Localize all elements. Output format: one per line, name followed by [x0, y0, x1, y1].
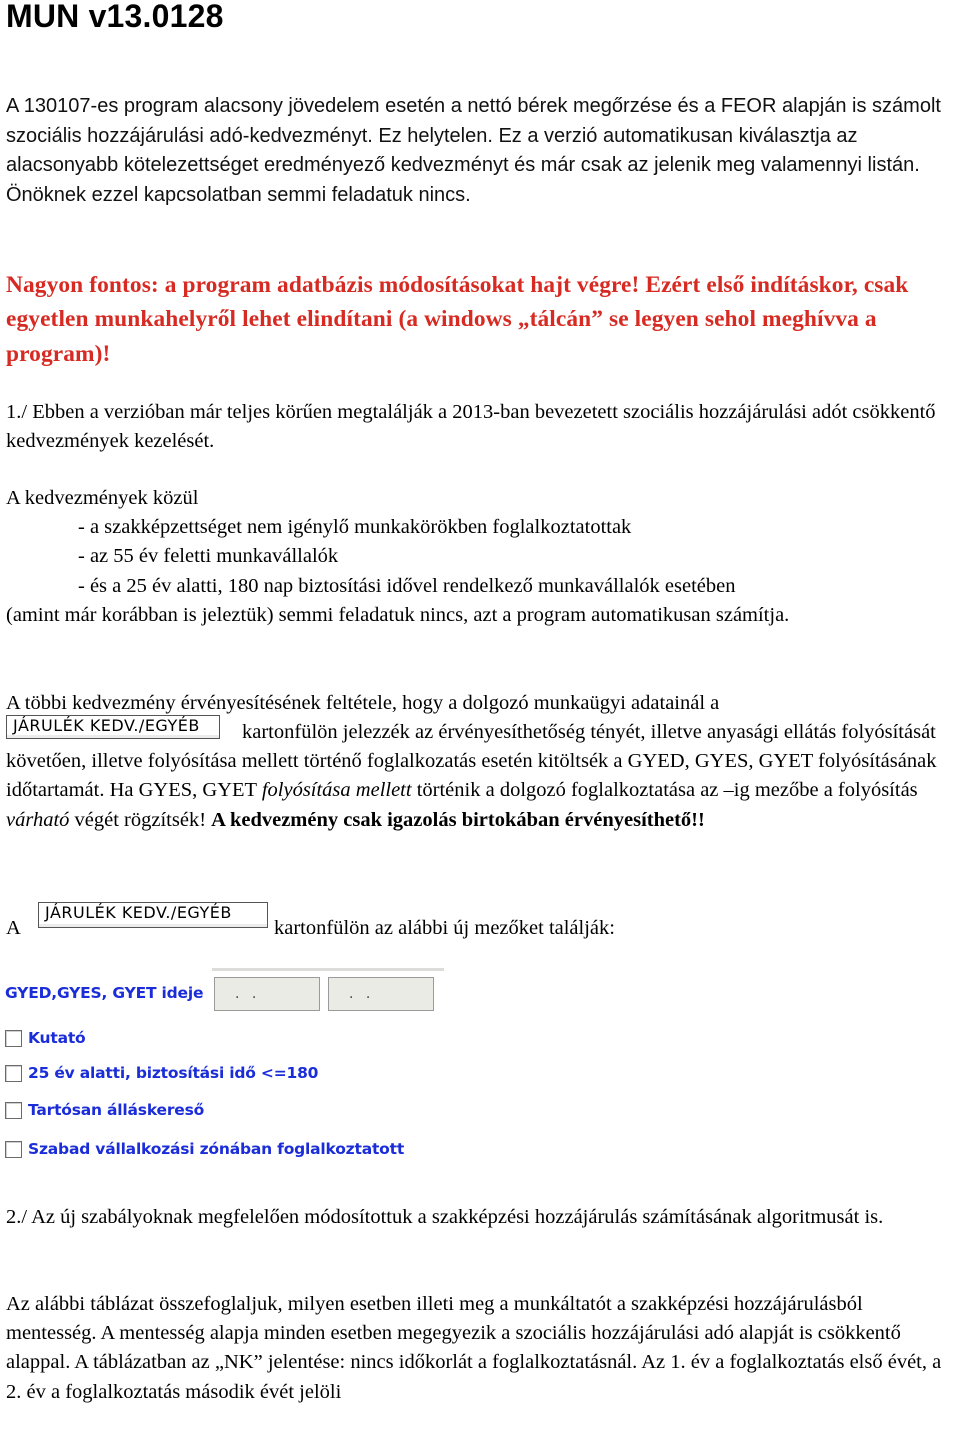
validity-paragraph — [6, 689, 958, 831]
form-top-divider — [212, 968, 444, 971]
jarulek-kedv-tab-button-2[interactable]: JÁRULÉK KEDV./EGYÉB — [38, 902, 268, 928]
free-enterprise-zone-checkbox[interactable] — [5, 1141, 22, 1158]
validity-text-mid: történik a dolgozó foglalkoztatása az –ig mezőbe a folyósítás — [411, 779, 918, 802]
page-title: MUN v13.0128 — [6, 0, 224, 34]
validity-italic-2: várható — [6, 808, 70, 831]
discount-item: - az 55 év feletti munkavállalók — [78, 545, 339, 568]
gyed-label: GYED,GYES, GYET ideje — [5, 984, 204, 1002]
section-1-paragraph: 1./ Ebben a verzióban már teljes körűen megtalálják a 2013-ban bevezetett szociális hozzájárulási adót csökkentő kedvezmények kezelését. — [6, 401, 936, 453]
discount-item: - és a 25 év alatti, 180 nap biztosítási idővel rendelkező munkavállalók esetében — [78, 574, 736, 597]
validity-text-end: végét rögzítsék! — [69, 808, 212, 831]
discount-item: - a szakképzettséget nem igénylő munkakörökben foglalkoztatottak — [78, 516, 632, 539]
free-enterprise-zone-label: Szabad vállalkozási zónában foglalkoztatott — [28, 1140, 405, 1158]
gyed-date-from-input[interactable]: . . — [214, 977, 320, 1011]
validity-bold-end: A kedvezmény csak igazolás birtokában érvényesíthető!! — [211, 808, 705, 831]
new-fields-form — [0, 968, 470, 1168]
jarulek-kedv-tab-button[interactable]: JÁRULÉK KEDV./EGYÉB — [6, 715, 220, 739]
kutato-checkbox[interactable] — [5, 1030, 22, 1047]
discounts-paragraph — [6, 484, 958, 630]
under-25-checkbox[interactable] — [5, 1065, 22, 1082]
gyed-date-to-input[interactable]: . . — [328, 977, 434, 1011]
validity-italic-1: folyósítása mellett — [261, 779, 412, 802]
long-term-jobseeker-label: Tartósan álláskereső — [28, 1101, 205, 1119]
discounts-outro: (amint már korábban is jeleztük) semmi feladatuk nincs, azt a program automatikusan számítja. — [6, 603, 790, 626]
new-fields-suffix: kartonfülön az alábbi új mezőket találják: — [274, 917, 615, 939]
table-intro-paragraph: Az alábbi táblázat összefoglaljuk, milyen esetben illeti meg a munkáltatót a szakképzési hozzájárulásból mentesség. A mentesség alapja minden esetben megegyezik a szociális hozzájárulási adó alapját is csökkentő alappal. A táblázatban az „NK” jelentése: nincs időkorlát a foglalkoztatásnál. Az 1. év a foglalkoztatás első évét, a 2. év a foglalkoztatás második évét jelöli — [6, 1293, 942, 1403]
discounts-intro: A kedvezmények közül — [6, 487, 199, 509]
new-fields-prefix: A — [6, 917, 21, 939]
warning-paragraph: Nagyon fontos: a program adatbázis módosításokat hajt végre! Ezért első indításkor, csak egyetlen munkahelyről lehet elindítani (a windows „tálcán” se legyen sehol meghívva a program)! — [6, 272, 909, 367]
section-2-paragraph: 2./ Az új szabályoknak megfelelően módosítottuk a szakképzési hozzájárulás számításának algoritmusát is. — [6, 1206, 884, 1228]
long-term-jobseeker-checkbox[interactable] — [5, 1102, 22, 1119]
intro-paragraph: A 130107-es program alacsony jövedelem esetén a nettó bérek megőrzése és a FEOR alapján is számolt szociális hozzájárulási adó-kedvezményt. Ez helytelen. Ez a verzió automatikusan kiválasztja az alacsonyabb kötelezettséget eredményező kedvezményt és már csak az jelenik meg valamennyi listán. Önöknek ezzel kapcsolatban semmi feladatuk nincs. — [6, 95, 941, 206]
new-fields-paragraph — [6, 903, 958, 952]
validity-body — [6, 718, 958, 835]
validity-text-after: kartonfülön jelezzék az érvényesíthetőség tényét, illetve anyasági ellátás folyósítását követően, illetve folyósítása mellett történő foglalkozatás esetén kitöltsék a GYED, GYES, GYET folyósításának időtartamát. Ha GYES, GYET — [6, 721, 937, 802]
validity-text-before: A többi kedvezmény érvényesítésének feltétele, hogy a dolgozó munkaügyi adatainál a — [6, 692, 720, 714]
kutato-label: Kutató — [28, 1029, 86, 1047]
under-25-label: 25 év alatti, biztosítási idő <=180 — [28, 1064, 319, 1082]
